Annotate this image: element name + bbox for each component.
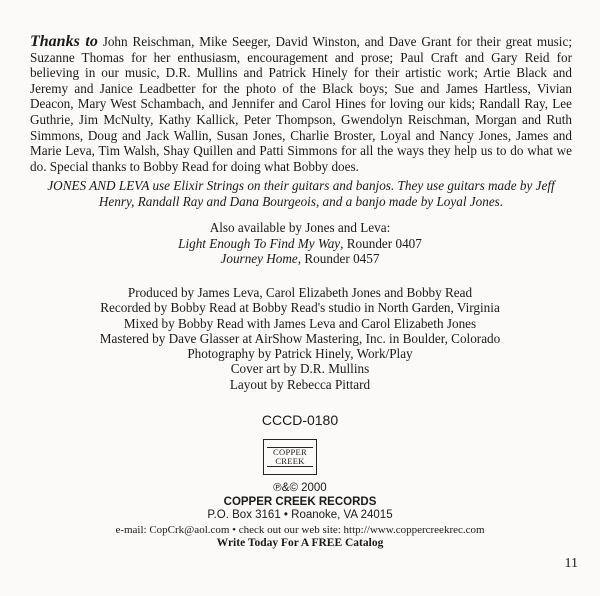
credit-line: Recorded by Bobby Read at Bobby Read's studio in North Garden, Virginia	[100, 300, 500, 316]
contact-line: e-mail: CopCrk@aol.com • check out our web site: http://www.coppercreekrec.com	[115, 524, 485, 536]
also-available-heading: Also available by Jones and Leva:	[209, 220, 391, 235]
catalog-offer: Write Today For A FREE Catalog	[216, 537, 384, 549]
strings-note: JONES AND LEVA use Elixir Strings on their guitars and banjos. They use guitars made by Jeff Henry, Randall Ray and Dana Bourgeois, and a banjo made by Loyal Jones.	[47, 178, 555, 209]
album-title: Light Enough To Find My Way	[178, 235, 341, 251]
logo-line: CREEK	[275, 456, 305, 466]
also-available-section	[0, 220, 600, 267]
production-credits	[0, 285, 600, 392]
album-catalog: , Rounder 0457	[297, 251, 380, 267]
copper-creek-logo	[263, 439, 317, 475]
thanks-body: John Reischman, Mike Seeger, David Winston, and Dave Grant for their great music; Suzanne Thomas for her enthusiasm, encouragement and prose; Paul Craft and Gary Reid for believing in our music, D.R. Mullins and Patrick Hinely for their artistic work; Artie Black and Jeremy and Janice Leadbetter for the photo of the Black boys; Sue and James Hartless, Vivian Deacon, Mary West Schambach, and Jennifer and Carol Hines for loving our kids; Randall Ray, Lee Guthrie, Jim McNulty, Kathy Kallick, Peter Thompson, Gwendolyn Reischman, Morgan and Ruth Simmons, Doug and Jack Wallin, Susan Jones, Charlie Broster, Loyal and Nancy Jones, James and Marie Leva, Tim Walsh, Shay Quillen and Patti Simmons for all the ways they help us to do what we do. Special thanks to Bobby Read for doing what Bobby does.	[30, 34, 572, 174]
credit-line: Mixed by Bobby Read with James Leva and Carol Elizabeth Jones	[123, 315, 477, 331]
thanks-paragraph	[30, 34, 572, 174]
logo-line: COPPER	[273, 447, 307, 457]
logo-wordmark	[267, 447, 313, 467]
also-available-item	[0, 236, 600, 252]
thanks-lead: Thanks to	[30, 33, 98, 50]
credit-line: Layout by Rebecca Pittard	[229, 376, 371, 392]
page-number: 11	[564, 556, 578, 571]
album-title: Journey Home	[220, 251, 298, 267]
contact-info	[0, 524, 600, 550]
record-label-info	[0, 482, 600, 523]
credit-line: Mastered by Dave Glasser at AirShow Mastering, Inc. in Boulder, Colorado	[99, 330, 501, 346]
credit-line: Produced by James Leva, Carol Elizabeth Jones and Bobby Read	[127, 285, 473, 300]
label-name: COPPER CREEK RECORDS	[223, 495, 377, 508]
label-address: P.O. Box 3161 • Roanoke, VA 24015	[207, 509, 393, 521]
also-available-item	[0, 251, 600, 267]
album-catalog: , Rounder 0407	[340, 235, 422, 251]
credit-line: Photography by Patrick Hinely, Work/Play	[187, 346, 413, 362]
copyright-notice: ℗&© 2000	[273, 482, 327, 494]
credit-line: Cover art by D.R. Mullins	[230, 361, 370, 377]
catalog-number: CCCD-0180	[261, 412, 339, 428]
